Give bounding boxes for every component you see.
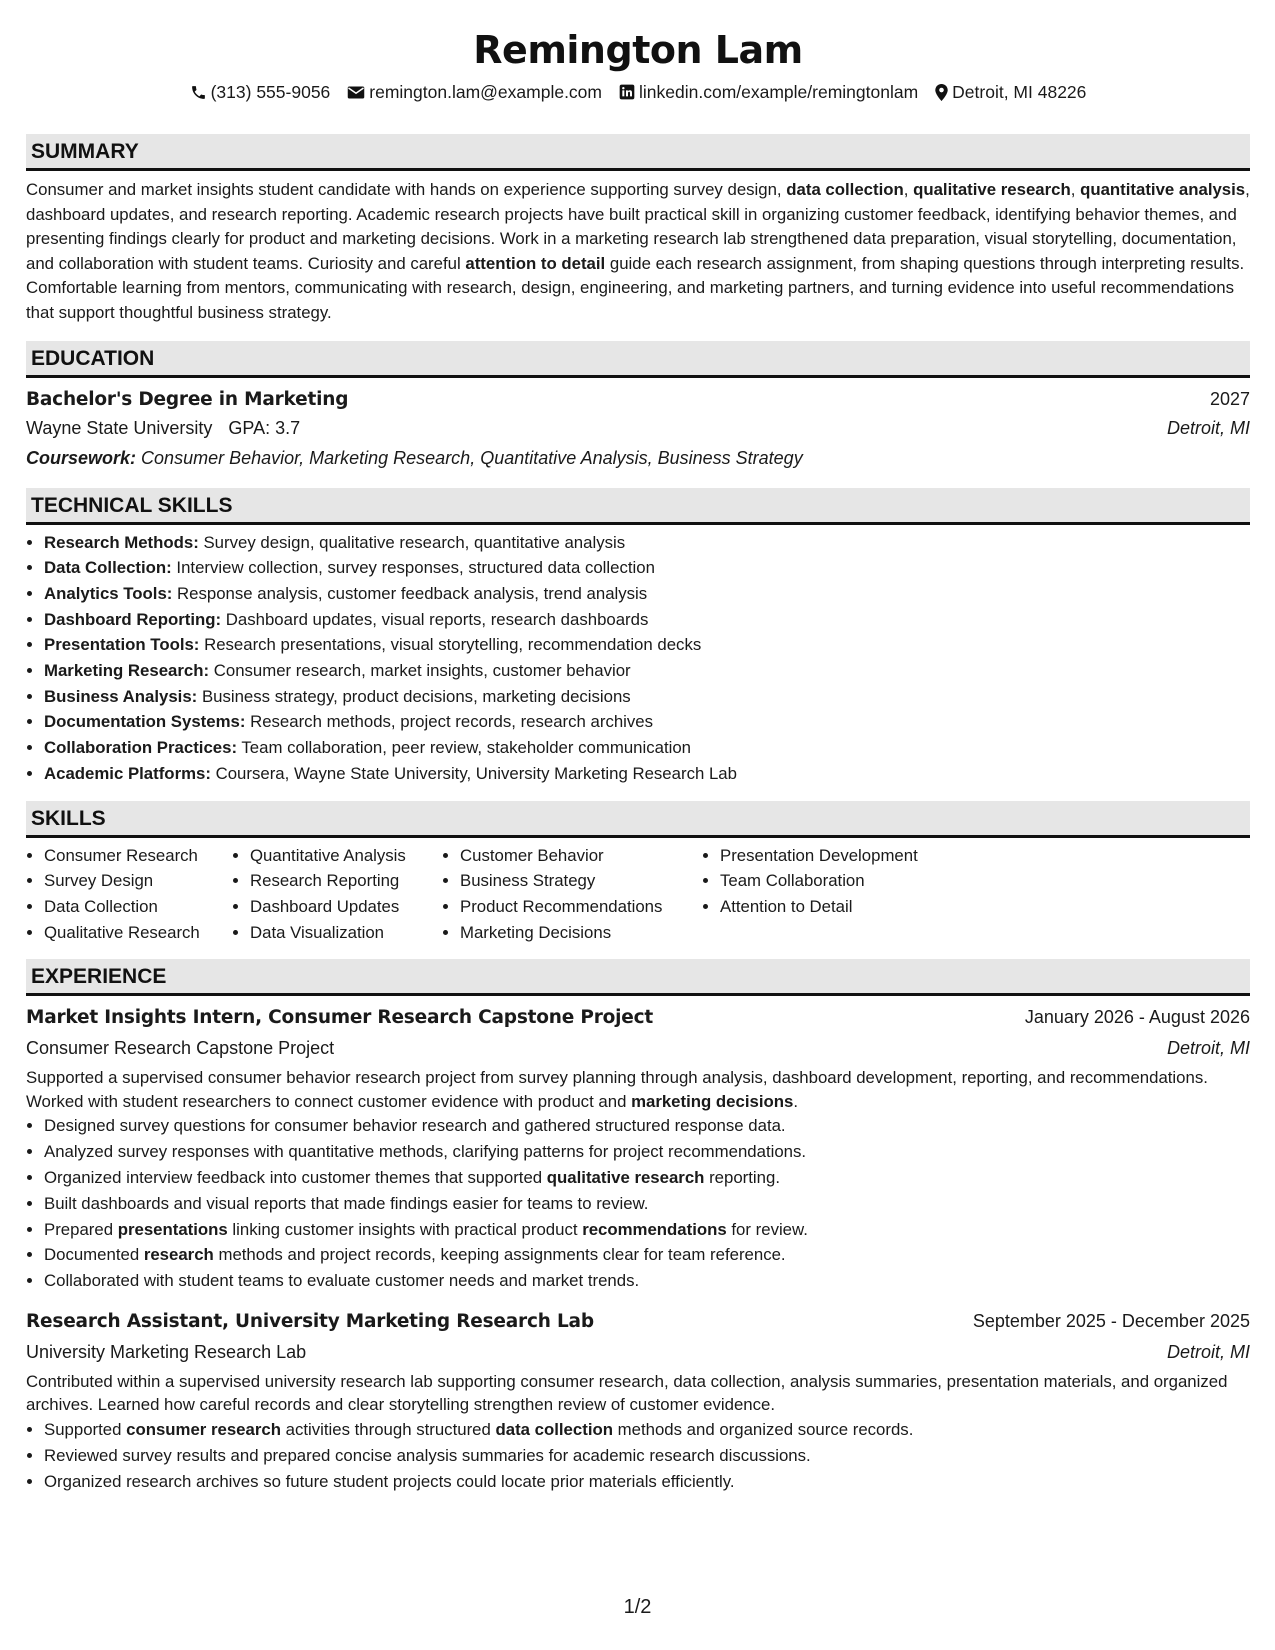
job-bullet-text: Supported xyxy=(44,1419,127,1439)
job-description-text: Supported a supervised consumer behavior research project from survey planning through analysis, dashboard development, reporting, and recommendations. Worked with student researchers to connect customer evidence with product and xyxy=(26,1068,1208,1111)
technical-skill-label: Collaboration Practices: xyxy=(44,738,238,758)
job-dates: January 2026 - August 2026 xyxy=(1024,1007,1250,1028)
technical-skill-label: Business Analysis: xyxy=(44,686,198,706)
job-bullet-text: activities through structured xyxy=(280,1419,496,1439)
job-bullet-text: Organized research archives so future student projects could locate prior materials efficiently. xyxy=(44,1471,735,1491)
job-entry xyxy=(26,1306,1250,1494)
job-bullet-text: Designed survey questions for consumer behavior research and gathered structured response data. xyxy=(44,1116,786,1136)
candidate-name: Remington Lam xyxy=(473,28,803,72)
skill-item: • Survey Design xyxy=(44,868,232,894)
school-name: Wayne State University xyxy=(26,417,213,438)
technical-skills-list xyxy=(26,530,1250,787)
summary-bold-text: quantitative analysis xyxy=(1080,180,1246,199)
job-bullet-bold-text: qualitative research xyxy=(546,1168,705,1187)
skills-column xyxy=(442,843,702,946)
summary-text: guide each research assignment, from shaping questions through interpreting results. Comfortable learning from mentors, communicating with research, design, engineering, and marketing partners, and turning evidence into useful recommendations that support thoughtful business strategy. xyxy=(26,253,1245,322)
map-pin-icon xyxy=(935,84,948,101)
job-bullet-text: Reviewed survey results and prepared concise analysis summaries for academic research discussions. xyxy=(44,1445,811,1465)
technical-skill-item xyxy=(44,684,1250,710)
skill-item: • Qualitative Research xyxy=(44,920,232,946)
technical-skill-label: Academic Platforms: xyxy=(44,763,211,783)
skills-column xyxy=(702,843,962,946)
technical-skill-text: Coursera, Wayne State University, University Marketing Research Lab xyxy=(210,763,737,783)
contact-bar xyxy=(26,81,1250,103)
linkedin-icon xyxy=(619,84,635,100)
job-description-text: Contributed within a supervised university research lab supporting consumer research, data collection, analysis summaries, presentation materials, and organized archives. Learned how careful records and clear storytelling strengthen review of customer evidence. xyxy=(26,1371,1228,1415)
job-entry xyxy=(26,1002,1250,1294)
contact-location xyxy=(935,81,1086,103)
job-description-bold-text: marketing decisions xyxy=(631,1091,794,1111)
skill-item: • Quantitative Analysis xyxy=(250,843,442,869)
coursework-label: Coursework: xyxy=(26,447,137,468)
skill-item: • Attention to Detail xyxy=(720,894,962,920)
job-bullet-text: Prepared xyxy=(44,1219,118,1239)
education-degree-row xyxy=(26,386,1250,413)
technical-skill-text: Response analysis, customer feedback analysis, trend analysis xyxy=(172,583,648,603)
technical-skill-item xyxy=(44,530,1250,556)
job-title-row xyxy=(26,1306,1250,1337)
technical-skill-item xyxy=(44,581,1250,607)
skill-item: • Business Strategy xyxy=(460,868,702,894)
job-org-row xyxy=(26,1033,1250,1063)
degree-title: Bachelor's Degree in Marketing xyxy=(26,388,349,410)
technical-skills-header: TECHNICAL SKILLS xyxy=(26,488,1250,525)
skills-column xyxy=(26,843,232,946)
experience-list xyxy=(26,1002,1250,1494)
contact-email[interactable] xyxy=(347,81,602,103)
skills-header: SKILLS xyxy=(26,801,1250,838)
job-bullet-bold-text: research xyxy=(143,1245,214,1265)
job-description xyxy=(26,1370,1250,1417)
coursework-line xyxy=(26,443,1250,473)
job-bullet-bold-text: consumer research xyxy=(126,1419,281,1439)
skill-item: • Dashboard Updates xyxy=(250,894,442,920)
email-link[interactable]: remington.lam@example.com xyxy=(369,82,602,102)
job-bullet xyxy=(44,1191,1250,1217)
technical-skill-text: Dashboard updates, visual reports, research dashboards xyxy=(221,609,649,629)
job-description-text: . xyxy=(793,1091,799,1111)
job-title: Research Assistant, University Marketing Research Lab xyxy=(26,1310,594,1332)
job-bullet xyxy=(44,1268,1250,1294)
technical-skill-label: Dashboard Reporting: xyxy=(44,609,222,629)
skill-item: • Research Reporting xyxy=(250,868,442,894)
envelope-icon xyxy=(347,85,365,100)
job-bullet-text: Organized interview feedback into customer themes that supported xyxy=(44,1168,547,1187)
skills-grid xyxy=(26,843,1250,946)
technical-skill-text: Interview collection, survey responses, structured data collection xyxy=(171,558,655,578)
summary-bold-text: attention to detail xyxy=(465,253,606,273)
technical-skill-text: Team collaboration, peer review, stakeholder communication xyxy=(237,738,691,758)
summary-bold-text: data collection xyxy=(786,180,904,199)
job-bullet xyxy=(44,1113,1250,1139)
job-bullet xyxy=(44,1469,1250,1495)
job-bullet-text: methods and organized source records. xyxy=(612,1419,914,1439)
skill-item: • Customer Behavior xyxy=(460,843,702,869)
summary-text: , xyxy=(1070,180,1081,199)
job-bullet-bold-text: presentations xyxy=(117,1219,228,1239)
coursework-list: Consumer Behavior, Marketing Research, Quantitative Analysis, Business Strategy xyxy=(141,447,803,468)
skill-item: • Product Recommendations xyxy=(460,894,702,920)
skill-item: • Marketing Decisions xyxy=(460,920,702,946)
job-bullet xyxy=(44,1139,1250,1165)
skill-item: • Team Collaboration xyxy=(720,868,962,894)
job-location: Detroit, MI xyxy=(1166,1038,1250,1059)
technical-skill-label: Research Methods: xyxy=(44,532,199,552)
job-bullet xyxy=(44,1417,1250,1443)
technical-skill-label: Presentation Tools: xyxy=(44,635,200,655)
technical-skill-text: Research methods, project records, research archives xyxy=(245,712,654,732)
summary-header: SUMMARY xyxy=(26,134,1250,171)
technical-skill-label: Analytics Tools: xyxy=(44,583,173,603)
school-location: Detroit, MI xyxy=(1166,417,1250,438)
technical-skill-item xyxy=(44,658,1250,684)
graduation-year: 2027 xyxy=(1209,388,1250,409)
job-title: Market Insights Intern, Consumer Research Capstone Project xyxy=(26,1007,654,1029)
technical-skill-item xyxy=(44,555,1250,581)
job-bullet xyxy=(44,1242,1250,1268)
job-bullet-text: Documented xyxy=(44,1245,144,1265)
job-org-row xyxy=(26,1337,1250,1367)
gpa: GPA: 3.7 xyxy=(228,417,301,438)
technical-skill-text: Research presentations, visual storytelling, recommendation decks xyxy=(199,635,702,655)
technical-skill-item xyxy=(44,709,1250,735)
school-line xyxy=(26,413,300,443)
summary-text: , xyxy=(903,180,914,199)
job-bullet-text: linking customer insights with practical product xyxy=(227,1219,583,1239)
technical-skill-item xyxy=(44,632,1250,658)
job-description xyxy=(26,1066,1250,1113)
contact-linkedin[interactable] xyxy=(619,81,918,103)
technical-skill-item xyxy=(44,607,1250,633)
job-bullet-text: Built dashboards and visual reports that made findings easier for teams to review. xyxy=(44,1193,649,1213)
technical-skill-text: Business strategy, product decisions, marketing decisions xyxy=(197,686,631,706)
technical-skill-label: Data Collection: xyxy=(44,558,172,578)
job-bullet xyxy=(44,1217,1250,1243)
summary-paragraph xyxy=(26,178,1250,326)
contact-phone xyxy=(190,81,331,103)
job-location: Detroit, MI xyxy=(1166,1341,1250,1362)
job-bullet xyxy=(44,1165,1250,1191)
job-bullet-text: Collaborated with student teams to evaluate customer needs and market trends. xyxy=(44,1271,640,1291)
job-bullet-text: reporting. xyxy=(704,1168,780,1187)
page-number: 1/2 xyxy=(623,1596,652,1618)
job-organization: University Marketing Research Lab xyxy=(26,1341,307,1362)
skill-item: • Presentation Development xyxy=(720,843,962,869)
job-organization: Consumer Research Capstone Project xyxy=(26,1038,335,1059)
skill-item: • Data Collection xyxy=(44,894,232,920)
skill-item: • Consumer Research xyxy=(44,843,232,869)
job-bullet-text: methods and project records, keeping assignments clear for team reference. xyxy=(213,1245,786,1265)
job-bullets xyxy=(26,1417,1250,1494)
education-header: EDUCATION xyxy=(26,341,1250,378)
location-text: Detroit, MI 48226 xyxy=(952,82,1087,102)
technical-skill-text: Consumer research, market insights, customer behavior xyxy=(209,661,631,681)
job-bullets xyxy=(26,1113,1250,1294)
skill-item: • Data Visualization xyxy=(250,920,442,946)
resume-page xyxy=(26,0,1250,1494)
technical-skill-item xyxy=(44,761,1250,787)
job-bullet-bold-text: data collection xyxy=(495,1419,613,1439)
linkedin-link[interactable]: linkedin.com/example/remingtonlam xyxy=(639,82,919,102)
job-title-row xyxy=(26,1002,1250,1033)
job-bullet-text: Analyzed survey responses with quantitative methods, clarifying patterns for project recommendations. xyxy=(44,1142,807,1162)
job-bullet-text: for review. xyxy=(726,1219,808,1239)
phone-text: (313) 555-9056 xyxy=(210,82,331,102)
technical-skill-label: Marketing Research: xyxy=(44,661,210,681)
technical-skill-item xyxy=(44,735,1250,761)
technical-skill-label: Documentation Systems: xyxy=(44,712,246,732)
summary-text: , dashboard updates, and research reporting. Academic research projects have built practical skill in organizing customer feedback, identifying behavior themes, and presenting findings clearly for product and marketing decisions. Work in a marketing research lab strengthened data preparation, visual storytelling, documentation, and collaboration with student teams. Curiosity and careful xyxy=(26,180,1250,273)
summary-bold-text: qualitative research xyxy=(913,180,1071,199)
experience-header: EXPERIENCE xyxy=(26,959,1250,996)
technical-skill-text: Survey design, qualitative research, quantitative analysis xyxy=(198,532,626,552)
skills-column xyxy=(232,843,442,946)
education-school-row xyxy=(26,413,1250,443)
job-bullet xyxy=(44,1443,1250,1469)
summary-text: Consumer and market insights student candidate with hands on experience supporting survey design, xyxy=(26,180,787,199)
job-dates: September 2025 - December 2025 xyxy=(972,1310,1250,1331)
job-bullet-bold-text: recommendations xyxy=(582,1219,727,1239)
phone-icon xyxy=(190,84,207,101)
